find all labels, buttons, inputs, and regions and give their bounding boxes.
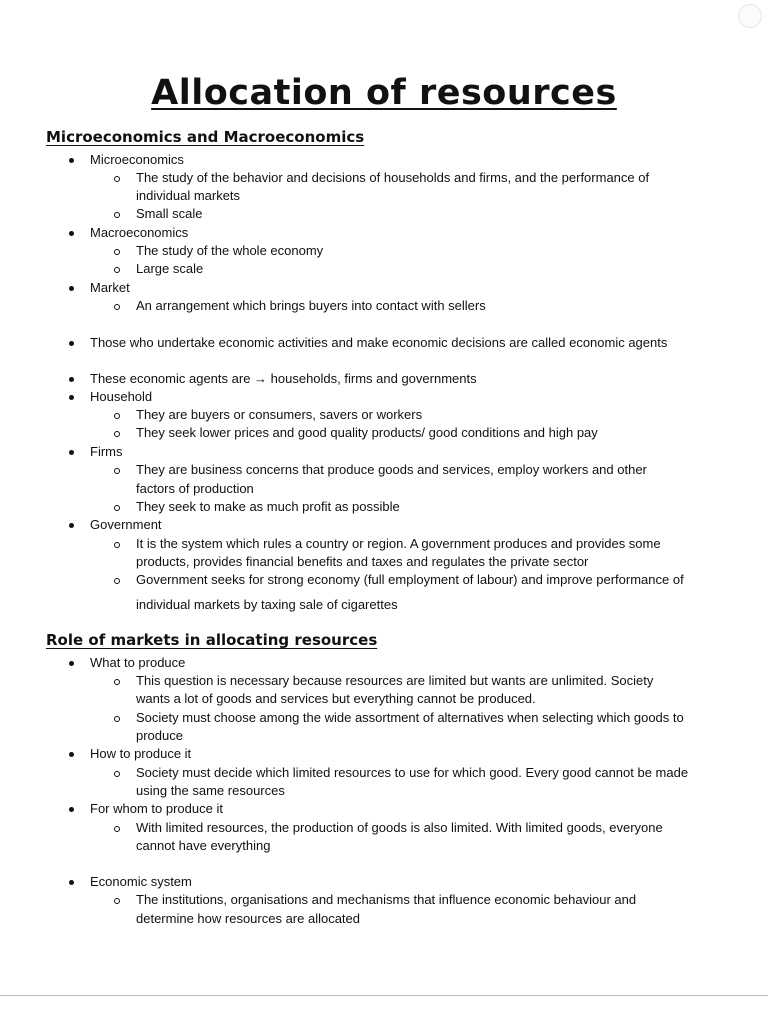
bullet-circle xyxy=(114,212,120,218)
list-item-continuation: individual markets xyxy=(136,188,241,203)
list-item-continuation: products, provides financial benefits and taxes and regulates the private sector xyxy=(136,554,589,569)
bullet-dot xyxy=(69,880,74,885)
bullet-circle xyxy=(114,505,120,511)
bullet-circle xyxy=(114,716,120,722)
list-item: They seek lower prices and good quality products/ good conditions and high pay xyxy=(136,425,598,440)
list-item: Government xyxy=(90,517,162,532)
bullet-circle xyxy=(114,771,120,777)
section-heading-micro-macro: Microeconomics and Macroeconomics xyxy=(46,128,365,146)
page-divider xyxy=(0,995,768,996)
bullet-circle xyxy=(114,826,120,832)
bullet-dot xyxy=(69,395,74,400)
list-item: Firms xyxy=(90,444,123,459)
list-item: These economic agents are → households, firms and governments xyxy=(90,371,477,386)
bullet-circle xyxy=(114,249,120,255)
list-item: Household xyxy=(90,389,153,404)
list-item: It is the system which rules a country or region. A government produces and provides some xyxy=(136,536,661,551)
list-item: What to produce xyxy=(90,655,186,670)
bullet-dot xyxy=(69,523,74,528)
bullet-dot xyxy=(69,158,74,163)
list-item: The study of the whole economy xyxy=(136,243,324,258)
list-item-continuation: factors of production xyxy=(136,481,254,496)
list-item: Those who undertake economic activities and make economic decisions are called economic agents xyxy=(90,335,668,350)
bullet-circle xyxy=(114,679,120,685)
list-item: They are buyers or consumers, savers or workers xyxy=(136,407,423,422)
list-item: Society must decide which limited resources to use for which good. Every good cannot be made xyxy=(136,765,689,780)
page-corner-button[interactable] xyxy=(738,4,762,28)
list-item: Economic system xyxy=(90,874,192,889)
section-heading-role-of-markets: Role of markets in allocating resources xyxy=(46,631,378,649)
bullet-circle xyxy=(114,468,120,474)
list-item: Large scale xyxy=(136,261,204,276)
list-item: For whom to produce it xyxy=(90,801,223,816)
bullet-circle xyxy=(114,542,120,548)
bullet-dot xyxy=(69,450,74,455)
bullet-dot xyxy=(69,377,74,382)
list-item: Microeconomics xyxy=(90,152,184,167)
bullet-dot xyxy=(69,661,74,666)
list-item: Macroeconomics xyxy=(90,225,189,240)
list-item-continuation: cannot have everything xyxy=(136,838,271,853)
bullet-dot xyxy=(69,341,74,346)
bullet-circle xyxy=(114,267,120,273)
bullet-circle xyxy=(114,431,120,437)
list-item: The institutions, organisations and mechanisms that influence economic behaviour and xyxy=(136,892,637,907)
list-item: Society must choose among the wide assortment of alternatives when selecting which goods to xyxy=(136,710,684,725)
list-item: With limited resources, the production of goods is also limited. With limited goods, everyone xyxy=(136,820,663,835)
bullet-circle xyxy=(114,304,120,310)
bullet-dot xyxy=(69,231,74,236)
list-item: They seek to make as much profit as possible xyxy=(136,499,400,514)
list-item: Government seeks for strong economy (full employment of labour) and improve performance of xyxy=(136,572,684,587)
list-item: They are business concerns that produce goods and services, employ workers and other xyxy=(136,462,647,477)
list-item: How to produce it xyxy=(90,746,192,761)
list-item: An arrangement which brings buyers into contact with sellers xyxy=(136,298,486,313)
list-item-continuation: using the same resources xyxy=(136,783,285,798)
bullet-dot xyxy=(69,807,74,812)
list-item-continuation: determine how resources are allocated xyxy=(136,911,361,926)
bullet-dot xyxy=(69,286,74,291)
list-item-continuation: produce xyxy=(136,728,183,743)
bullet-circle xyxy=(114,898,120,904)
bullet-circle xyxy=(114,176,120,182)
bullet-circle xyxy=(114,413,120,419)
page-title-text: Allocation of resources xyxy=(151,73,617,113)
bullet-circle xyxy=(114,578,120,584)
list-item: Market xyxy=(90,280,130,295)
list-item-continuation: individual markets by taxing sale of cigarettes xyxy=(136,597,398,612)
bullet-dot xyxy=(69,752,74,757)
list-item: The study of the behavior and decisions of households and firms, and the performance of xyxy=(136,170,650,185)
list-item: Small scale xyxy=(136,206,203,221)
list-item-continuation: wants a lot of goods and services but everything cannot be produced. xyxy=(136,691,536,706)
page-title xyxy=(0,72,768,114)
list-item: This question is necessary because resources are limited but wants are unlimited. Society xyxy=(136,673,654,688)
